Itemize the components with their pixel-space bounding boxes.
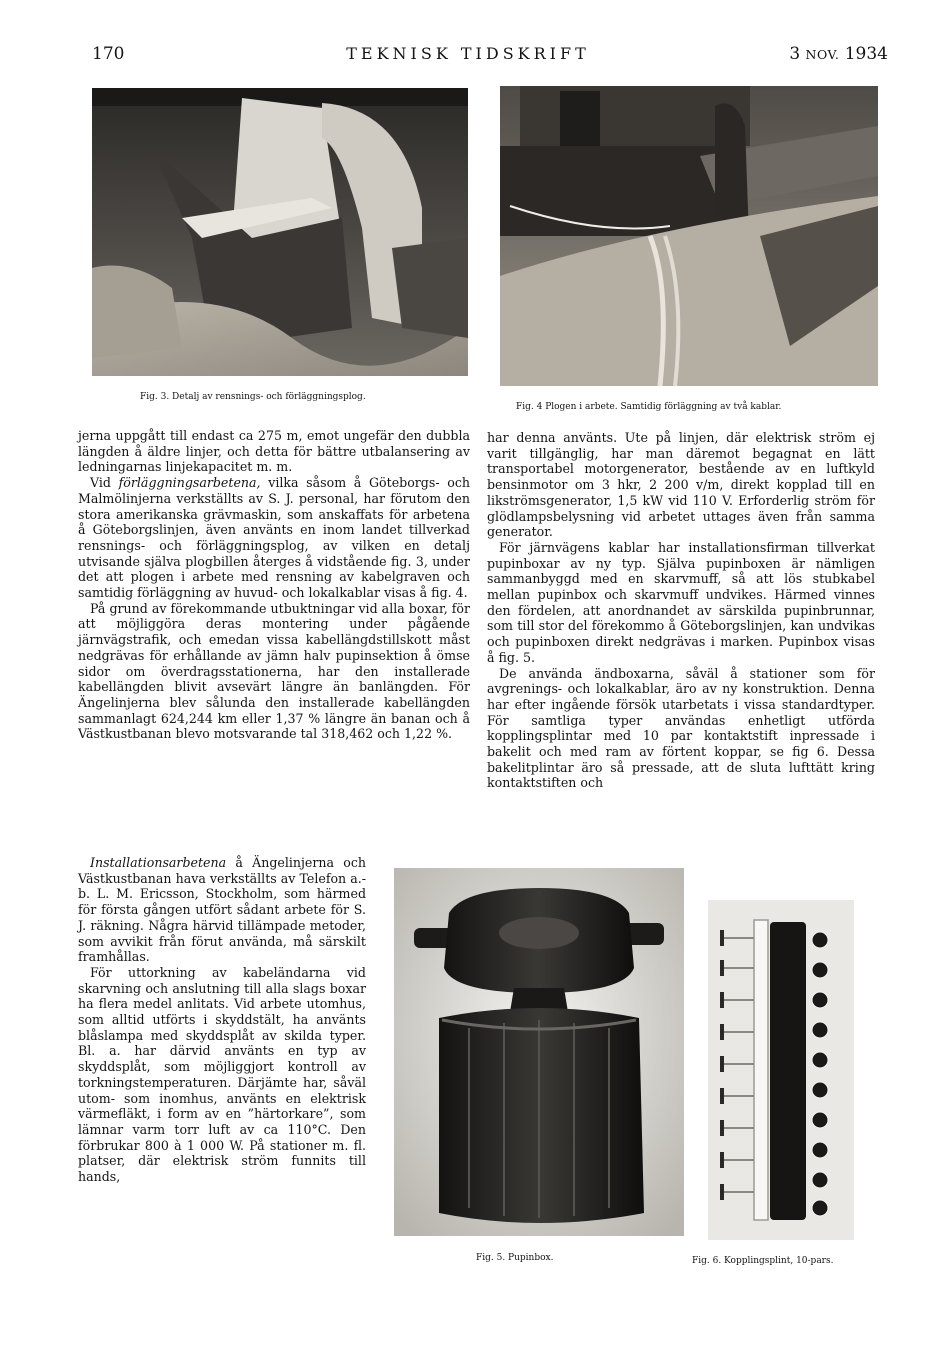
page-number: 170 [92,44,125,64]
paragraph: På grund av förekommande utbuktningar vid alla boxar, för att möjliggöra deras montering under pågående järnvägstrafik, och emedan vissa kabellängdstillskott måst nedgrävas för erhållande av jämn halv pupinsektion å ömse sidor om överdragsstationerna, har den installerade kabellängden blivit avsevärt längre än banlängden. För Ängelinjerna blev sålunda den installerade kabellängden sammanlagt 624,244 km eller 1,37 % längre än banan och å Västkustbanan blevo motsvarande tal 318,462 och 1,22 %. [78,600,470,742]
issue-date [789,44,888,64]
fig3-caption: Fig. 3. Detalj av rensnings- och förläggningsplog. [140,392,366,402]
paragraph: De använda ändboxarna, såväl å stationer som för avgrenings- och lokalkablar, äro av ny konstruktion. Denna har efter ingående försök utarbetats i vissa standardtyper. För samtliga typer användas enhetligt utförda kopplingsplintar med 10 par kontaktstift inpressade i bakelit och med ram av förtent koppar, se fig 6. Dessa bakelitplintar äro så pressade, att de sluta lufttätt kring kontaktstiften och [487,665,875,791]
date-month: NOV. [805,47,840,62]
fig6-photo [708,900,854,1240]
fig3-photo [92,88,468,376]
text-run: Vid [90,475,119,491]
paragraph: jerna uppgått till endast ca 275 m, emot ungefär den dubbla längden å äldre linjer, och detta för bättre utbalansering av ledningarnas linjekapacitet m. m. [78,428,470,475]
paragraph: För uttorkning av kabeländarna vid skarvning och anslutning till alla slags boxar ha flera medel anlitats. Vid arbete utomhus, som alltid utförts i skyddstält, ha använts blåslampa med skyddsplåt av skilda typer. Bl. a. har därvid använts en typ av skyddsplåt, som möjliggjort kontroll av torkningstemperaturen. Därjämte har, såväl utom- som inomhus, använts en elektrisk värmefläkt, i form av en ”härtorkare”, som lämnar varm torr luft av ca 110°C. Den förbrukar 800 à 1 000 W. På stationer m. fl. platser, där elektrisk ström funnits till hands, [78,964,366,1185]
text-run: å Ängelinjerna och Västkustbanan hava verkställts av Telefon a.-b. L. M. Ericsson, Stockholm, som härmed för första gången utfört sådant arbete för S. J. räkning. Några härvid tillämpade metoder, som avvikit från förut använda, må särskilt framhållas. [78,855,366,965]
text-run: vilka såsom å Göteborgs- och Malmölinjerna verkställts av S. J. personal, har förutom den stora amerikanska grävmaskin, som anskaffats för arbetena å Göteborgslinjen, även använts en inom landet tillverkad rensnings- och förläggningsplog, av vilken en detalj utvisande själva plogbillen återges å vidstående fig. 3, under det att plogen i arbete med rensning av kabelgraven och samtidig förläggning av huvud- och lokalkablar visas å fig. 4. [78,475,471,601]
date-day: 3 [789,44,801,64]
fig4-photo [500,86,878,386]
date-year: 1934 [844,44,888,64]
fig5-caption: Fig. 5. Pupinbox. [476,1253,554,1263]
paragraph: För järnvägens kablar har installationsfirman tillverkat pupinboxar av ny typ. Själva pupinboxen är nämligen sammanbyggd med en skarvmuff, så att lös stubkabel mellan pupinbox och skarvmuff undvikes. Härmed vinnes den fördelen, att anordnandet av särskilda pupinbrunnar, som till stor del förekommo å Göteborgslinjen, kan undvikas och pupinboxen direkt nedgrävas i marken. Pupinbox visas å fig. 5. [487,539,875,665]
paragraph [78,855,366,965]
italic-term: Installationsarbetena [90,855,227,870]
fig5-photo [394,868,684,1236]
italic-term: förläggningsarbetena, [118,475,261,491]
paragraph: har denna använts. Ute på linjen, där elektrisk ström ej varit tillgänglig, har man däremot begagnat en lätt transportabel motorgenerator, bestående av en luftkyld bensinmotor om 3 hkr, 2 200 v/m, direkt kopplad till en likströmsgenerator, 1,5 kW vid 110 V. Erforderlig ström för glödlampsbelysning vid arbetet uttages även från samma generator. [487,430,875,540]
journal-title: TEKNISK TIDSKRIFT [346,44,590,63]
paragraph [78,475,470,601]
fig6-caption: Fig. 6. Kopplingsplint, 10-pars. [692,1256,834,1266]
left-column [78,428,470,742]
left-narrow-column [78,855,366,1185]
right-column [487,430,875,791]
fig4-caption: Fig. 4 Plogen i arbete. Samtidig förläggning av två kablar. [516,402,782,412]
